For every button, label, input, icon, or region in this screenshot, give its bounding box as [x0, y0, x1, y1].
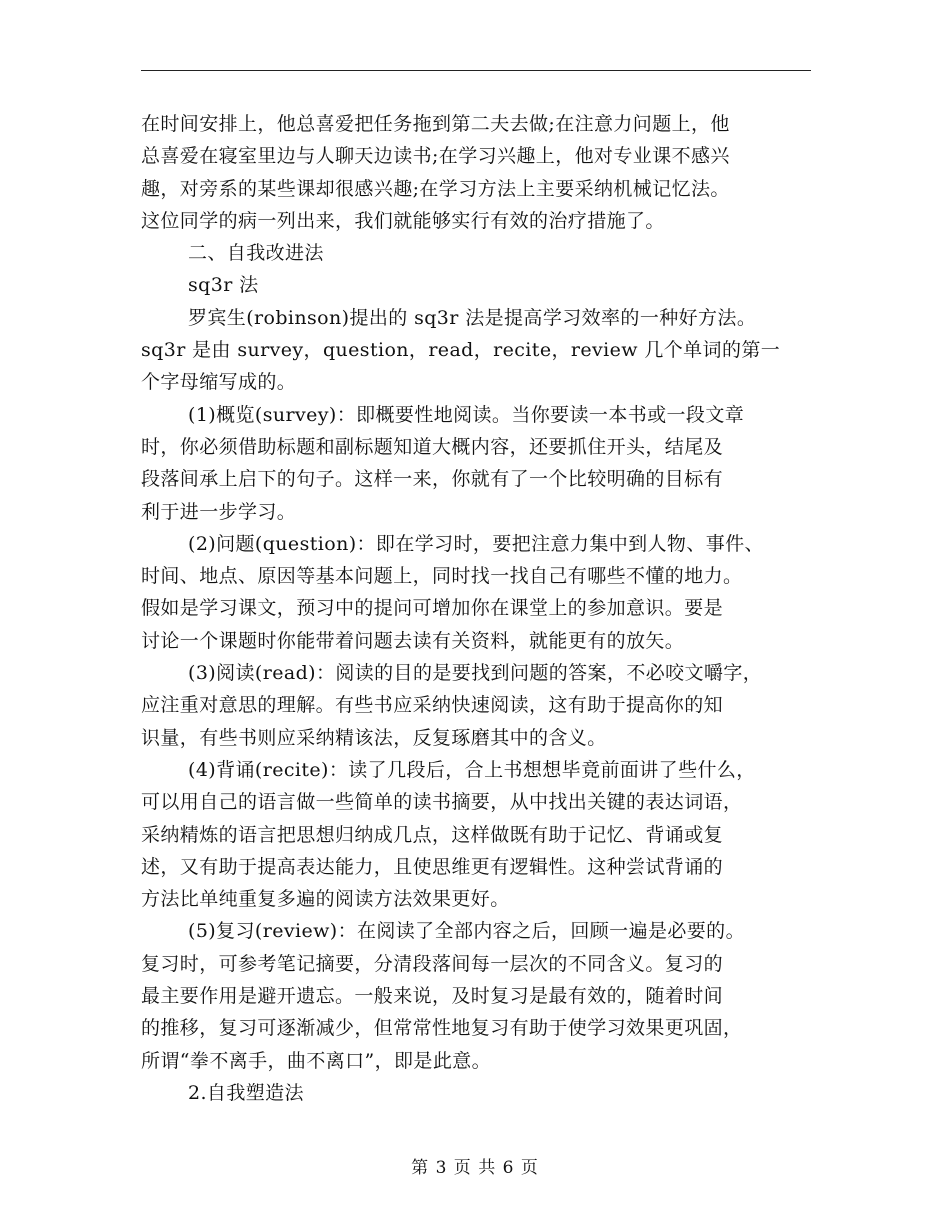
text-line: 可以用自己的语言做一些简单的读书摘要，从中找出关键的表达词语，: [141, 791, 743, 814]
text-line: 在时间安排上，他总喜爱把任务拖到第二夫去做;在注意力问题上，他: [141, 113, 730, 135]
text-line: 采纳精炼的语言把思想归纳成几点，这样做既有助于记忆、背诵或复: [141, 823, 724, 846]
text-line: 总喜爱在寝室里边与人聊天边读书;在学习兴趣上，他对专业课不感兴: [141, 145, 730, 168]
text-line: sq3r 是由 survey，question，read，recite，review 几个单词的第一: [141, 339, 781, 362]
text-line: sq3r 法: [188, 274, 259, 297]
text-line: 应注重对意思的理解。有些书应采纳快速阅读，这有助于提高你的知: [141, 694, 724, 717]
document-body: [141, 108, 821, 1109]
text-line: 时间、地点、原因等基本问题上，同时找一找自己有哪些不懂的地力。: [141, 565, 743, 588]
text-line: 这位同学的病一列出来，我们就能够实行有效的治疗措施了。: [141, 209, 665, 232]
text-line: 所谓“拳不离手，曲不离口”，即是此意。: [141, 1049, 492, 1072]
text-line: (1)概览(survey)：即概要性地阅读。当你要读一本书或一段文章: [188, 403, 745, 426]
text-line: 识量，有些书则应采纳精该法，反复琢磨其中的含义。: [141, 726, 607, 749]
text-line: 的推移，复习可逐渐减少，但常常性地复习有助于使学习效果更巩固，: [141, 1017, 743, 1040]
text-line: (2)问题(question)：即在学习时，要把注意力集中到人物、事件、: [188, 532, 764, 555]
text-line: 趣，对旁系的某些课却很感兴趣;在学习方法上主要采纳机械记忆法。: [141, 177, 730, 200]
page-number-footer: 第 3 页 共 6 页: [411, 1158, 539, 1178]
header-rule: [141, 70, 811, 71]
text-line: 2.自我塑造法: [188, 1081, 304, 1104]
text-line: (3)阅读(read)：阅读的目的是要找到问题的答案，不必咬文嚼字，: [188, 662, 763, 685]
text-line: 段落间承上启下的句子。这样一来，你就有了一个比较明确的目标有: [141, 468, 724, 491]
text-line: 最主要作用是避开遗忘。一般来说，及时复习是最有效的，随着时间: [141, 985, 724, 1008]
text-line: 方法比单纯重复多遍的阅读方法效果更好。: [141, 888, 510, 911]
text-line: (5)复习(review)：在阅读了全部内容之后，回顾一遍是必要的。: [188, 920, 745, 943]
text-line: 复习时，可参考笔记摘要，分清段落间每一层次的不同含义。复习的: [141, 952, 724, 975]
text-line: 二、自我改进法: [188, 242, 324, 265]
text-line: 罗宾生(robinson)提出的 sq3r 法是提高学习效率的一种好方法。: [188, 306, 757, 329]
text-line: (4)背诵(recite)：读了几段后，合上书想想毕竟前面讲了些什么，: [188, 758, 756, 781]
text-line: 时，你必须借助标题和副标题知道大概内容，还要抓住开头，结尾及: [141, 435, 724, 458]
text-line: 利于进一步学习。: [141, 500, 297, 523]
text-line: 讨论一个课题时你能带着问题去读有关资料，就能更有的放矢。: [141, 629, 685, 652]
text-line: 述，又有助于提高表达能力，且使思维更有逻辑性。这种尝试背诵的: [141, 855, 724, 878]
text-line: 假如是学习课文，预习中的提问可增加你在课堂上的参加意识。要是: [141, 597, 724, 620]
text-line: 个字母缩写成的。: [141, 371, 297, 394]
